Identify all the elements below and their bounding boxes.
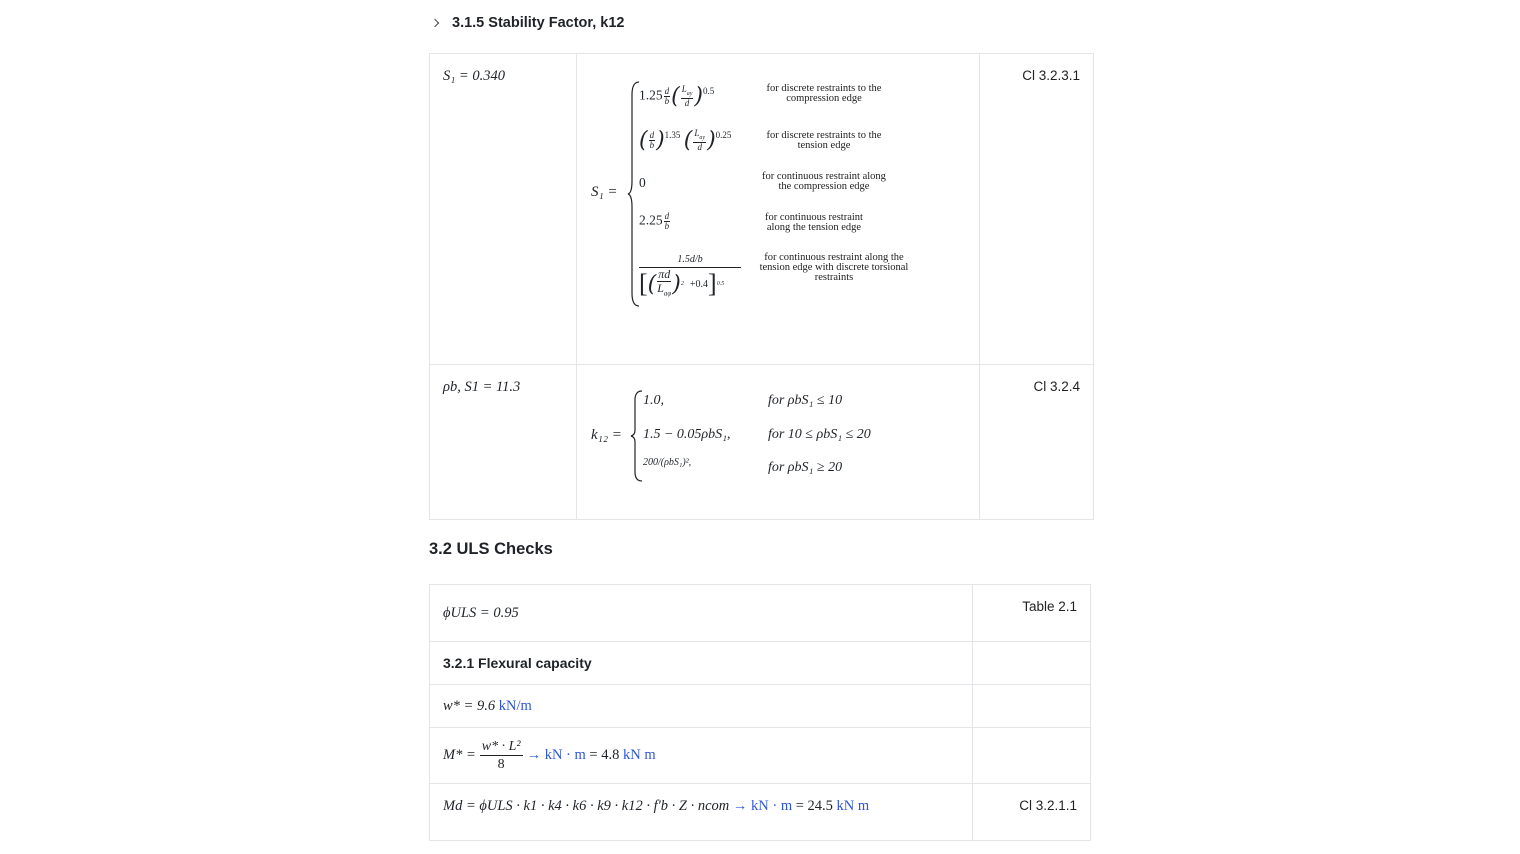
- phi-value: ϕULS = 0.95: [443, 604, 519, 621]
- m-lhs: M* =: [443, 747, 476, 763]
- section-title: 3.1.5 Stability Factor, k12: [452, 15, 625, 31]
- md-cell: [430, 784, 973, 841]
- s1-case-1: 1.25 $\frac{d}{b}$ ( $\frac{L_{ay}}{d}$ )$^{0.5}$: [638, 83, 715, 109]
- s1-cond-1: for discrete restraints to the compression edge: [766, 83, 882, 104]
- k12-formula: [577, 365, 979, 519]
- phi-reference: Table 2.1: [973, 585, 1091, 642]
- md-lhs: Md = ϕULS · k1 · k4 · k6 · k9 · k12 · f′b · Z · ncom: [443, 798, 730, 814]
- w-lhs: w* = 9.6: [443, 697, 496, 714]
- left-brace-icon: [630, 390, 644, 482]
- s1-value: S₁ = 0.340: [430, 54, 577, 365]
- k12-cond-2: for 10 ≤ ρbS₁ ≤ 20: [767, 427, 871, 442]
- flex-heading-cell: [430, 642, 973, 685]
- w-expression: [443, 685, 972, 727]
- s1-formula: [577, 54, 979, 364]
- md-expression: [443, 784, 972, 854]
- s1-case-2: ( $\frac{d}{b}$ )$^{1.35}$ ( $\frac{L_{ay}}{d}$ )$^{0.25}$: [638, 127, 732, 153]
- k12-case-3: 200/(ρbS₁)²,: [642, 457, 692, 468]
- rho-value: ρb, S1 = 11.3: [430, 365, 577, 520]
- uls-table: [429, 584, 1091, 841]
- m-cell: [430, 728, 973, 784]
- m-fraction: [480, 738, 523, 773]
- k12-case-1: 1.0,: [642, 393, 664, 408]
- s1-reference: Cl 3.2.3.1: [979, 54, 1093, 365]
- stability-table: [429, 53, 1094, 520]
- s1-case-3: 0: [638, 175, 646, 190]
- k12-formula-cell: [576, 365, 979, 520]
- s1-lhs: S₁ =: [590, 184, 618, 200]
- k12-lhs: k₁₂ =: [590, 427, 622, 443]
- uls-heading: 3.2 ULS Checks: [429, 540, 553, 558]
- w-unit: kN/m: [498, 697, 532, 714]
- section-header[interactable]: [430, 10, 624, 36]
- md-unit: kN m: [836, 798, 870, 814]
- empty-ref: [973, 642, 1091, 685]
- s1-cond-5: for continuous restraint along the tension edge with discrete torsional restraints: [759, 252, 909, 283]
- phi-cell: [430, 585, 973, 642]
- k12-case-2: 1.5 − 0.05ρbS₁,: [642, 427, 731, 442]
- empty-ref: [973, 685, 1091, 728]
- m-result: = 4.8: [589, 747, 620, 763]
- k12-cond-1: for ρbS₁ ≤ 10: [767, 393, 843, 408]
- m-unit: kN m: [622, 747, 656, 763]
- m-unit-arrow: → kN · m: [526, 747, 586, 763]
- s1-case-5: 1.5d/b [ ( $\frac{\pi d}{L_{a\varphi}}$ ) 2 +0.4 ] 0.5: [639, 254, 741, 300]
- md-result: = 24.5: [795, 798, 833, 814]
- w-cell: [430, 685, 973, 728]
- s1-cond-2: for discrete restraints to the tension edge: [766, 130, 882, 151]
- m-denominator: 8: [497, 757, 505, 772]
- s1-formula-cell: [576, 54, 979, 365]
- flex-heading: 3.2.1 Flexural capacity: [443, 655, 592, 671]
- s1-cond-3: for continuous restraint along the compression edge: [762, 171, 886, 192]
- k12-reference: Cl 3.2.4: [979, 365, 1093, 520]
- chevron-right-icon[interactable]: [430, 17, 442, 29]
- md-unit-arrow: → kN · m: [732, 798, 793, 814]
- m-numerator: w* · L²: [481, 739, 521, 754]
- s1-case-4: 2.25 $\frac{d}{b}$: [638, 211, 670, 231]
- md-reference: Cl 3.2.1.1: [973, 784, 1091, 841]
- s1-cond-4: for continuous restraint along the tension edge: [764, 212, 863, 233]
- empty-ref: [973, 728, 1091, 784]
- k12-cond-3: for ρbS₁ ≥ 20: [767, 460, 843, 475]
- m-expression: [443, 728, 972, 783]
